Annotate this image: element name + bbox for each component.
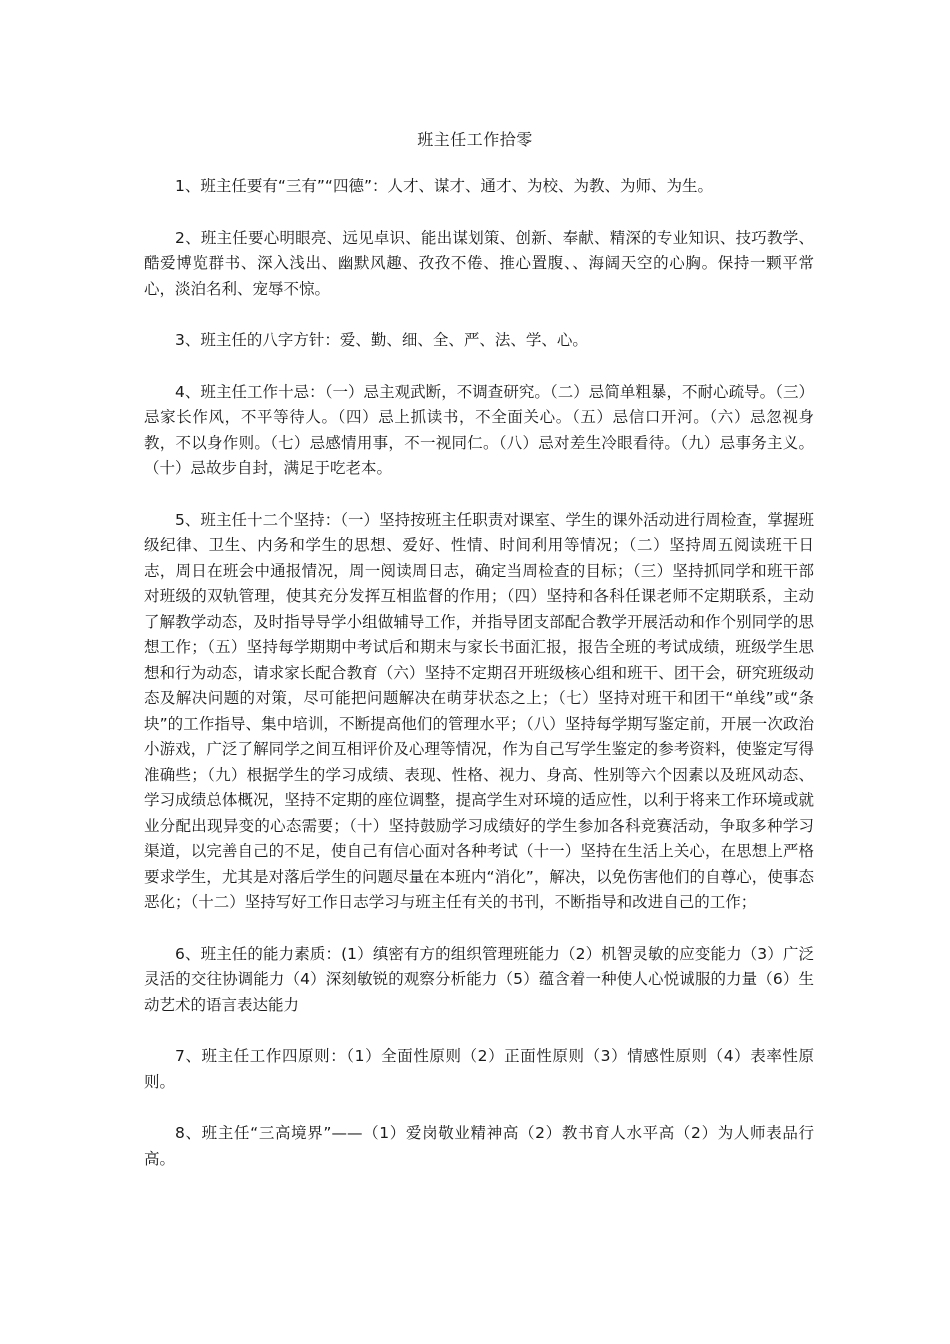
paragraph-5: 5、班主任十二个坚持：（一）坚持按班主任职责对课室、学生的课外活动进行周检查，掌握班级纪律、卫生、内务和学生的思想、爱好、性情、时间利用等情况；（二）坚持周五阅读班干日志，周日在班会中通报情况，周一阅读周日志，确定当周检查的目标；（三）坚持抓同学和班干部对班级的双轨管理，使其充分发挥互相监督的作用；（四）坚持和各科任课老师不定期联系，主动了解教学动态，及时指导导学小组做辅导工作，并指导团支部配合教学开展活动和作个别同学的思想工作；（五）坚持每学期期中考试后和期末与家长书面汇报，报告全班的考试成绩，班级学生思想和行为动态，请求家长配合教育（六）坚持不定期召开班级核心组和班干、团干会，研究班级动态及解决问题的对策，尽可能把问题解决在萌芽状态之上；（七）坚持对班干和团干“单线”或“条块”的工作指导、集中培训，不断提高他们的管理水平；（八）坚持每学期写鉴定前，开展一次政治小游戏，广泛了解同学之间互相评价及心理等情况，作为自己写学生鉴定的参考资料，使鉴定写得准确些；（九）根据学生的学习成绩、表现、性格、视力、身高、性别等六个因素以及班风动态、学习成绩总体概况，坚持不定期的座位调整，提高学生对环境的适应性，以利于将来工作环境或就业分配出现异变的心态需要；（十）坚持鼓励学习成绩好的学生参加各科竞赛活动，争取多种学习渠道，以完善自己的不足，使自己有信心面对各种考试（十一）坚持在生活上关心，在思想上严格要求学生，尤其是对落后学生的问题尽量在本班内“消化”，解决，以免伤害他们的自尊心，使事态恶化；（十二）坚持写好工作日志学习与班主任有关的书刊，不断指导和改进自己的工作； [144,510,814,911]
paragraph-4: 4、班主任工作十忌：（一）忌主观武断，不调查研究。（二）忌简单粗暴，不耐心疏导。（三）忌家长作风，不平等待人。（四）忌上抓读书，不全面关心。（五）忌信口开河。（六）忌忽视身教，不以身作则。（七）忌感情用事，不一视同仁。（八）忌对差生冷眼看待。（九）忌事务主义。（十）忌故步自封，满足于吃老本。 [144,382,814,477]
document-title: 班主任工作拾零 [417,130,533,149]
document-body [144,174,814,1198]
paragraph-1: 1、班主任要有“三有”“四德”：人才、谋才、通才、为校、为教、为师、为生。 [175,177,713,195]
paragraph-8: 8、班主任“三高境界”——（1）爱岗敬业精神高（2）教书育人水平高（2）为人师表品行高。 [144,1124,814,1168]
paragraph-7: 7、班主任工作四原则：（1）全面性原则（2）正面性原则（3）情感性原则（4）表率性原则。 [144,1047,814,1091]
paragraph-6: 6、班主任的能力素质：(1）缜密有方的组织管理班能力（2）机智灵敏的应变能力（3）广泛灵活的交往协调能力（4）深刻敏锐的观察分析能力（5）蕴含着一种使人心悦诚服的力量（6）生动艺术的语言表达能力 [144,944,814,1014]
paragraph-2: 2、班主任要心明眼亮、远见卓识、能出谋划策、创新、奉献、精深的专业知识、技巧教学、酷爱博览群书、深入浅出、幽默风趣、孜孜不倦、推心置腹、、海阔天空的心胸。保持一颗平常心，淡泊名利、宠辱不惊。 [144,228,814,298]
paragraph-3: 3、班主任的八字方针：爱、勤、细、全、严、法、学、心。 [175,331,588,349]
